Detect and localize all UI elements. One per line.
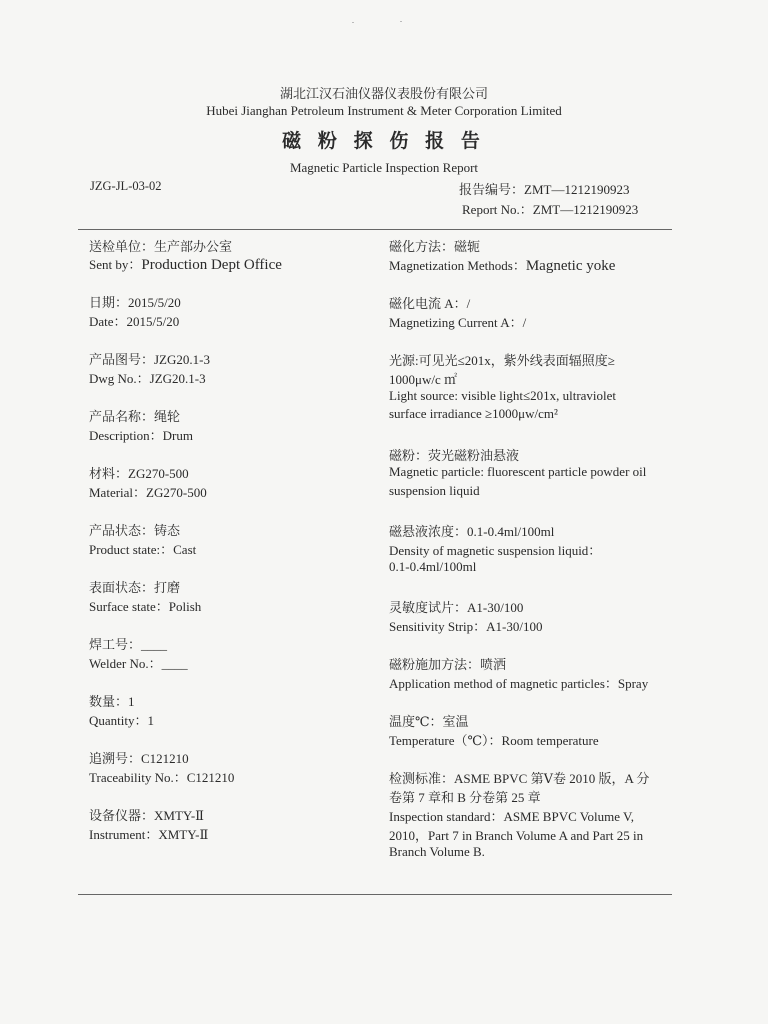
- welder-number-cn: 焊工号：____: [89, 637, 168, 652]
- magnetization-method-en: [389, 255, 615, 275]
- sent-by-cn: 送检单位：生产部办公室: [89, 239, 233, 254]
- sent-by-label: Sent by：: [89, 257, 142, 272]
- report-title-cn: 磁 粉 探 伤 报 告: [282, 131, 486, 152]
- inspection-standard-en-line3: Branch Volume B.: [389, 844, 485, 859]
- surface-state-en: Surface state：Polish: [89, 599, 202, 614]
- material-en: Material：ZG270-500: [89, 485, 207, 500]
- magnetizing-current-en: Magnetizing Current A：/: [389, 315, 527, 330]
- date-cn: 日期：2015/5/20: [89, 295, 181, 310]
- magnetization-method-label: Magnetization Methods：: [389, 258, 526, 273]
- report-number-cn: 报告编号：ZMT—1212190923: [459, 182, 630, 197]
- inspection-standard-en-line1: Inspection standard：ASME BPVC Volume V,: [389, 809, 634, 824]
- traceability-en: Traceability No.：C121210: [89, 770, 235, 785]
- traceability-cn: 追溯号：C121210: [89, 751, 189, 766]
- sensitivity-strip-cn: 灵敏度试片：A1-30/100: [389, 600, 524, 615]
- inspection-standard-en-line2: 2010，Part 7 in Branch Volume A and Part 25 in: [389, 828, 644, 843]
- inspection-standard-cn-line2: 卷第 7 章和 B 分卷第 25 章: [389, 790, 541, 805]
- light-source-en-line2: surface irradiance ≥1000μw/cm²: [389, 406, 558, 421]
- company-name-en: Hubei Jianghan Petroleum Instrument & Meter Corporation Limited: [206, 103, 562, 118]
- light-source-cn-line2: 1000μw/c ㎡: [389, 372, 457, 387]
- sensitivity-strip-en: Sensitivity Strip：A1-30/100: [389, 619, 543, 634]
- temperature-cn: 温度℃：室温: [389, 714, 469, 729]
- application-method-en: Application method of magnetic particles：Spray: [389, 676, 649, 691]
- header-divider: [78, 229, 672, 230]
- instrument-en: Instrument：XMTY-Ⅱ: [89, 827, 209, 842]
- temperature-en: Temperature（℃）：Room temperature: [389, 733, 599, 748]
- application-method-cn: 磁粉施加方法：喷洒: [389, 657, 507, 672]
- magnetizing-current-cn: 磁化电流 A：/: [389, 296, 471, 311]
- drawing-number-en: Dwg No.：JZG20.1-3: [89, 371, 206, 386]
- product-state-cn: 产品状态：铸态: [89, 523, 181, 538]
- scan-speck: [400, 21, 402, 22]
- drawing-number-cn: 产品图号：JZG20.1-3: [89, 352, 210, 367]
- document-code: JZG-JL-03-02: [90, 179, 162, 193]
- instrument-cn: 设备仪器：XMTY-Ⅱ: [89, 808, 205, 823]
- date-en: Date：2015/5/20: [89, 314, 180, 329]
- material-cn: 材料：ZG270-500: [89, 466, 189, 481]
- company-name-cn: 湖北江汉石油仪器仪表股份有限公司: [279, 86, 488, 101]
- suspension-density-en-line1: Density of magnetic suspension liquid：: [389, 543, 602, 558]
- quantity-en: Quantity：1: [89, 713, 154, 728]
- description-en: Description：Drum: [89, 428, 193, 443]
- light-source-en-line1: Light source: visible light≤201x, ultraviolet: [389, 388, 617, 403]
- sent-by-en: [89, 254, 282, 274]
- inspection-standard-cn-line1: 检测标准：ASME BPVC 第Ⅴ卷 2010 版，A 分: [389, 771, 650, 786]
- description-cn: 产品名称：绳轮: [89, 409, 181, 424]
- surface-state-cn: 表面状态：打磨: [89, 580, 181, 595]
- report-title-en: Magnetic Particle Inspection Report: [289, 160, 479, 175]
- magnetization-method-cn: 磁化方法：磁轭: [389, 239, 481, 254]
- magnetic-particle-cn: 磁粉：荧光磁粉油悬液: [389, 448, 520, 463]
- report-number-en: Report No.：ZMT—1212190923: [462, 202, 639, 217]
- magnetic-particle-en-line2: suspension liquid: [389, 483, 480, 498]
- suspension-density-cn: 磁悬液浓度：0.1-0.4ml/100ml: [389, 524, 555, 539]
- light-source-cn-line1: 光源:可见光≤201x，紫外线表面辐照度≥: [389, 353, 615, 368]
- footer-divider: [78, 894, 672, 895]
- welder-number-en: Welder No.：____: [89, 656, 188, 671]
- scan-speck: [352, 22, 354, 23]
- product-state-en: Product state:：Cast: [89, 542, 197, 557]
- magnetization-method-value: Magnetic yoke: [525, 258, 616, 274]
- suspension-density-en-line2: 0.1-0.4ml/100ml: [389, 559, 477, 574]
- magnetic-particle-en-line1: Magnetic particle: fluorescent particle powder oil: [389, 464, 647, 479]
- quantity-cn: 数量：1: [89, 694, 135, 709]
- sent-by-value: Production Dept Office: [141, 257, 282, 273]
